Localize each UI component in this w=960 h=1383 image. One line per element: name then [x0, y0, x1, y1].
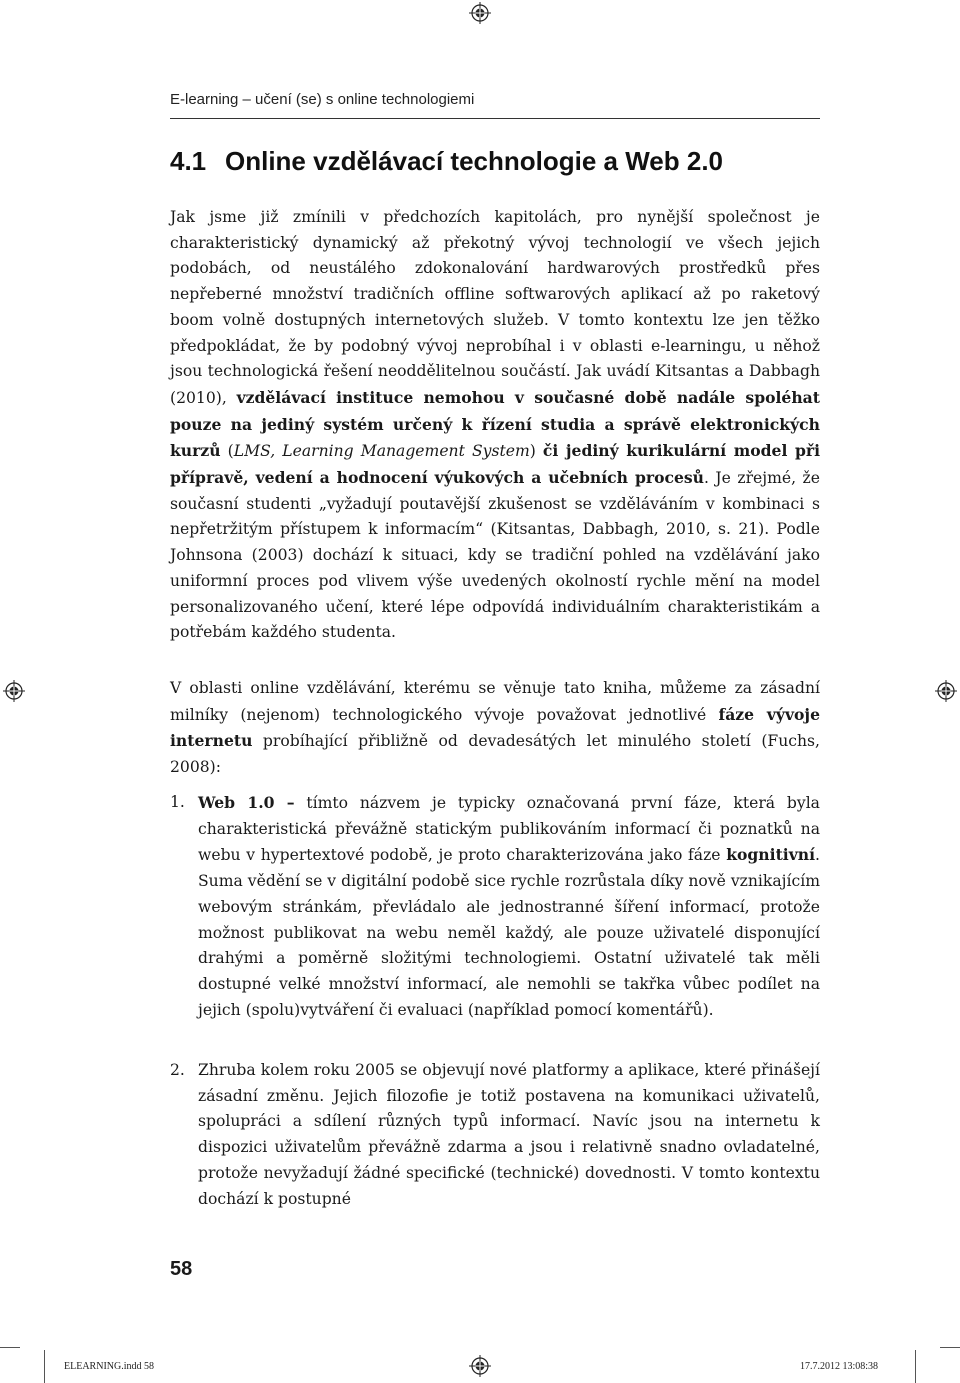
- emphasis-text: Web 1.0 –: [198, 793, 295, 812]
- italic-term: LMS, Learning Management System: [233, 442, 530, 461]
- registration-mark-bottom-icon: [469, 1355, 491, 1377]
- paragraph-text: (: [220, 442, 234, 461]
- registration-mark-left-icon: [3, 680, 25, 702]
- section-number: 4.1: [170, 146, 207, 176]
- header-rule: [170, 118, 820, 119]
- running-head: E-learning – učení (se) s online technologiemi: [170, 91, 475, 108]
- emphasis-text: či jediný kurikulární model při přípravě, vedení a hodnocení výukových a učebních procesů: [170, 441, 820, 488]
- paragraph-text: probíhající přibližně od devadesátých let minulého století (Fuchs, 2008):: [170, 732, 820, 777]
- slug-timestamp: 17.7.2012 13:08:38: [800, 1361, 879, 1372]
- list-item-text: [198, 790, 820, 1023]
- paragraph-text: . Suma vědění se v digitální podobě sice rychle rozrůstala díky nově vznikajícím webovým stránkám, převládalo ale jednostranné šíření informací, protože možnost publikovat na webu neměl každý, ale pouze uživatelé disponující drahými a poměrně složitými technologiemi. Ostatní uživatelé tak měli dostupné velké množství informací, ale nemohli se takřka vůbec podílet na jejich (spolu)vytváření či evaluaci (například pomocí komentářů).: [198, 846, 820, 1019]
- crop-mark: [940, 1347, 960, 1348]
- list-marker: 2.: [170, 1061, 185, 1079]
- crop-mark: [0, 1347, 20, 1348]
- section-title: Online vzdělávací technologie a Web 2.0: [225, 146, 724, 176]
- paragraph-text: ): [529, 442, 543, 461]
- paragraph-text: V oblasti online vzdělávání, kterému se věnuje tato kniha, můžeme za zásadní milníky (nejenom) technologického vývoje považovat jednotlivé: [170, 679, 820, 724]
- page-number: 58: [170, 1258, 193, 1280]
- paragraph-milestones: [170, 676, 820, 781]
- paragraph-text: Jak jsme již zmínili v předchozích kapitolách, pro nynější společnost je charakteristický dynamický až překotný vývoj technologií ve všech jejich podobách, od neustálého zdokonalování hardwarových prostředků přes nepřeberné množství tradičních offline softwarových aplikací až po raketový boom volně dostupných internetových služeb. V tomto kontextu lze jen těžko předpokládat, že by podobný vývoj neprobíhal i v oblasti e-learningu, u něhož jsou technologická řešení neoddělitelnou součástí. Jak uvádí Kitsantas a Dabbagh (2010),: [170, 208, 820, 407]
- slug-filename: ELEARNING.indd 58: [64, 1361, 154, 1372]
- crop-mark: [44, 1350, 45, 1383]
- emphasis-text: kognitivní: [726, 845, 816, 865]
- crop-mark: [915, 1350, 916, 1383]
- paragraph-text: tímto názvem je typicky označovaná první fáze, která byla charakteristická převážně statickým publikováním informací či poznatků na webu v hypertextové podobě, je proto charakterizována jako fáze: [198, 794, 820, 865]
- registration-mark-top-icon: [469, 2, 491, 24]
- emphasis-text: fáze vývoje internetu: [170, 704, 820, 751]
- paragraph-intro: [170, 205, 820, 646]
- list-marker: 1.: [170, 793, 185, 811]
- paragraph-text: . Je zřejmé, že současní studenti „vyžadují poutavější zkušenost se vzděláváním v kombinaci s nepřetržitým přístupem k informacím“ (Kitsantas, Dabbagh, 2010, s. 21). Podle Johnsona (2003) dochází k situaci, kdy se tradiční pohled na vzdělávání jako uniformní proces pod vlivem výše uvedených okolností rychle mění na model personalizovaného učení, které lépe odpovídá individuálním charakteristikám a potřebám každého studenta.: [170, 469, 820, 642]
- section-heading: [170, 146, 723, 177]
- registration-mark-right-icon: [935, 680, 957, 702]
- list-item-text: Zhruba kolem roku 2005 se objevují nové platformy a aplikace, které přinášejí zásadní změnu. Jejich filozofie je totiž postavena na komunikaci uživatelů, spolupráci a sdílení různých typů informací. Navíc jsou na internetu k dispozici uživatelům převážně zdarma a jsou i relativně snadno ovladatelné, protože nevyžadují žádné specifické (technické) dovednosti. V tomto kontextu dochází k postupné: [198, 1061, 820, 1208]
- emphasis-text: vzdělávací instituce nemohou v současné době nadále spoléhat pouze na jediný systém určený k řízení studia a správě elektronických kurzů: [170, 387, 820, 461]
